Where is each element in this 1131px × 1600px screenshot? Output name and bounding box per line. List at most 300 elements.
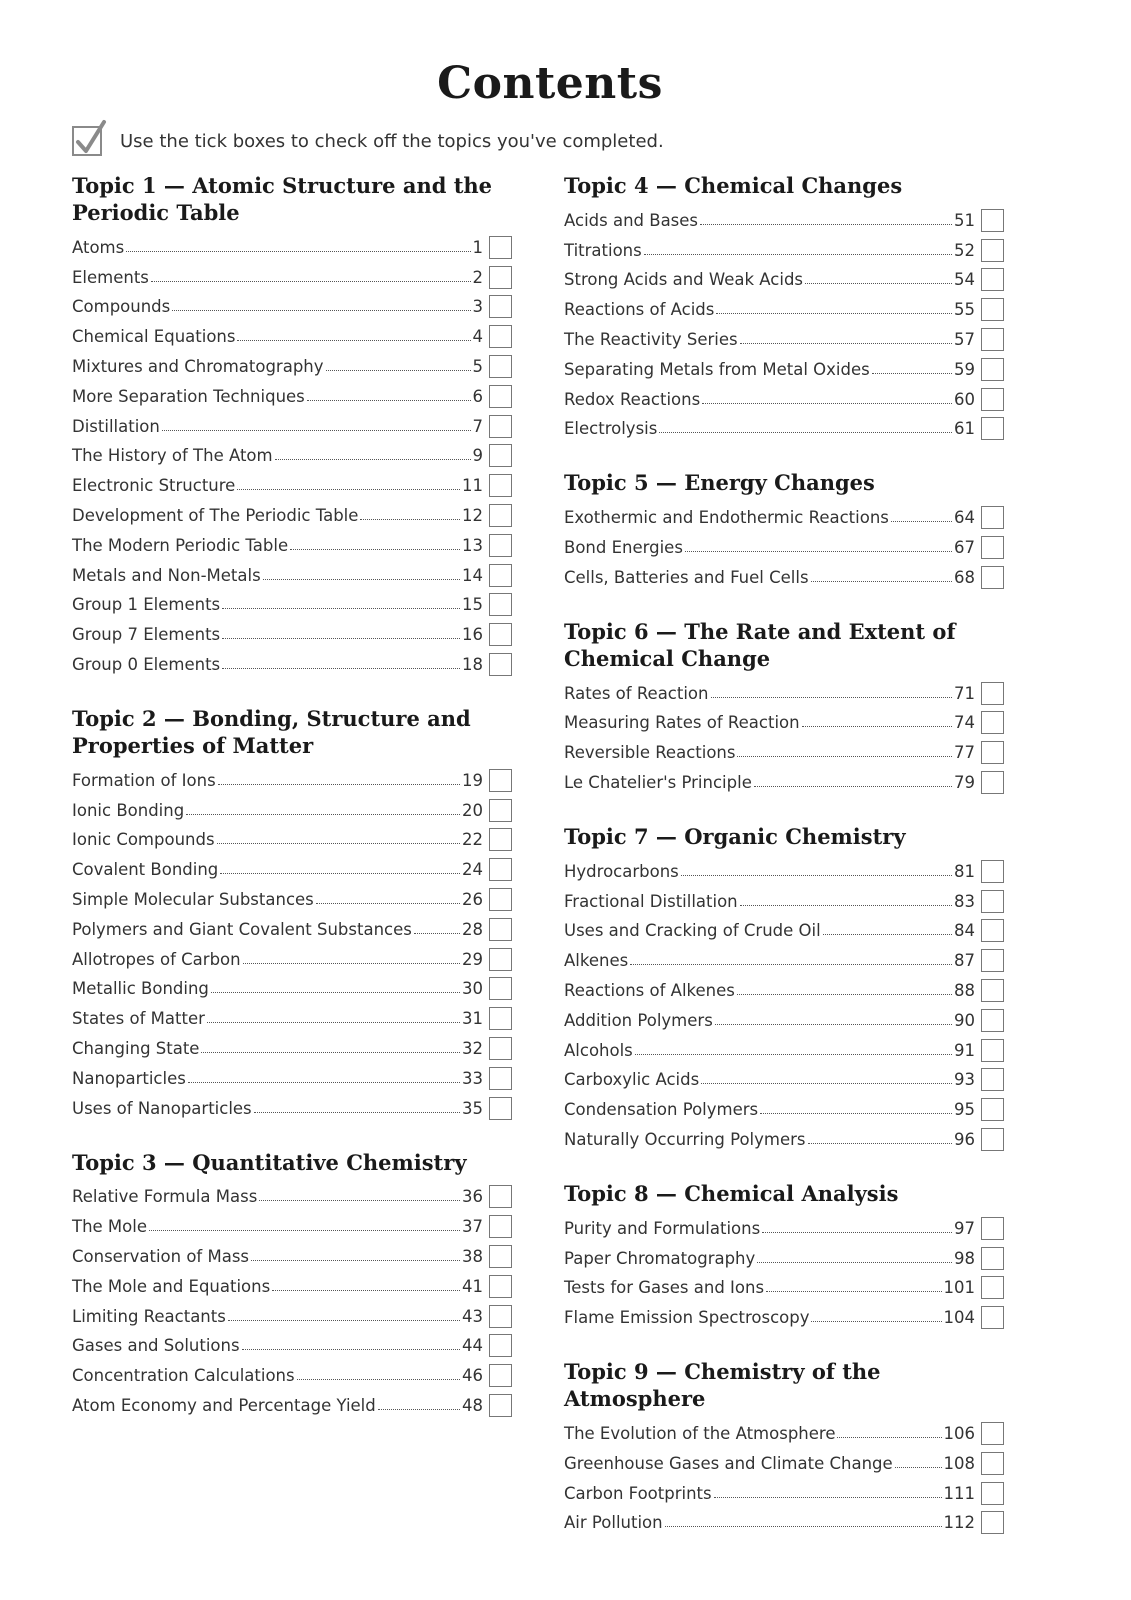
- dot-leader: [275, 459, 471, 460]
- page-title: Contents: [437, 58, 663, 109]
- dot-leader: [222, 638, 460, 639]
- dot-leader: [263, 579, 460, 580]
- entry-title: Mixtures and Chromatography: [72, 356, 324, 376]
- entry-title: Ionic Compounds: [72, 830, 215, 850]
- entry-title: Uses of Nanoparticles: [72, 1098, 252, 1118]
- toc-entry-simple-molecular-substances[interactable]: [72, 882, 512, 912]
- toc-entry-uses-of-nanoparticles[interactable]: [72, 1091, 512, 1121]
- dot-leader: [188, 1082, 460, 1083]
- toc-entry-carboxylic-acids[interactable]: [564, 1063, 1004, 1093]
- page-number: 67: [954, 537, 975, 557]
- entry-title: Compounds: [72, 297, 171, 317]
- entry-title: Nanoparticles: [72, 1068, 186, 1088]
- toc-entry-addition-polymers[interactable]: [564, 1003, 1004, 1033]
- tick-checkbox[interactable]: [981, 239, 1004, 262]
- tick-checkbox[interactable]: [489, 1007, 512, 1030]
- toc-entry-le-chatelier-s-principle[interactable]: [564, 765, 1004, 795]
- toc-entry-measuring-rates-of-reaction[interactable]: [564, 706, 1004, 736]
- entry-title: Simple Molecular Substances: [72, 889, 314, 909]
- dot-leader: [644, 254, 952, 255]
- page-number: 54: [954, 270, 975, 290]
- page-number: 90: [954, 1010, 975, 1030]
- topic-title: Topic 8 — Chemical Analysis: [564, 1180, 899, 1206]
- page-number: 33: [462, 1068, 483, 1088]
- page-number: 3: [472, 297, 483, 317]
- tick-checkbox[interactable]: [489, 653, 512, 676]
- toc-entry-metallic-bonding[interactable]: [72, 972, 512, 1002]
- tick-checkbox[interactable]: [489, 799, 512, 822]
- dot-leader: [811, 581, 952, 582]
- toc-entry-uses-and-cracking-of-crude-oil[interactable]: [564, 914, 1004, 944]
- topic-title: Topic 5 — Energy Changes: [564, 470, 875, 496]
- toc-entry-development-of-the-periodic-table[interactable]: [72, 498, 512, 528]
- topic-section: [564, 823, 1004, 1152]
- page-number: 96: [954, 1129, 975, 1149]
- tick-checkbox[interactable]: [981, 1098, 1004, 1121]
- dot-leader: [714, 1497, 942, 1498]
- toc-entry-the-mole[interactable]: [72, 1209, 512, 1239]
- tick-checkbox[interactable]: [981, 1276, 1004, 1299]
- toc-entry-concentration-calculations[interactable]: [72, 1358, 512, 1388]
- dot-leader: [700, 224, 952, 225]
- page-number: 71: [954, 683, 975, 703]
- entry-title: Metallic Bonding: [72, 979, 209, 999]
- instruction-text: Use the tick boxes to check off the topics you've completed.: [120, 130, 664, 152]
- tick-checkbox[interactable]: [981, 860, 1004, 883]
- page-number: 2: [472, 267, 483, 287]
- tick-checkbox[interactable]: [981, 771, 1004, 794]
- topic-title: Topic 4 — Chemical Changes: [564, 173, 903, 198]
- dot-leader: [297, 1379, 460, 1380]
- dot-leader: [222, 668, 460, 669]
- dot-leader: [326, 370, 471, 371]
- tick-checkbox[interactable]: [981, 741, 1004, 764]
- entry-title: Rates of Reaction: [564, 683, 709, 703]
- entry-title: Carbon Footprints: [564, 1483, 712, 1503]
- dot-leader: [126, 251, 470, 252]
- tick-checkbox[interactable]: [981, 1422, 1004, 1445]
- page-number: 6: [472, 386, 483, 406]
- entry-title: Polymers and Giant Covalent Substances: [72, 919, 412, 939]
- toc-entry-group-1-elements[interactable]: [72, 588, 512, 618]
- tick-checkbox[interactable]: [981, 1452, 1004, 1475]
- toc-entry-strong-acids-and-weak-acids[interactable]: [564, 263, 1004, 293]
- toc-entry-greenhouse-gases-and-climate-change[interactable]: [564, 1446, 1004, 1476]
- topic-title: Topic 6 — The Rate and Extent of Chemical Change: [564, 618, 956, 671]
- page-number: 60: [954, 389, 975, 409]
- tick-checkbox[interactable]: [981, 358, 1004, 381]
- tick-checkbox[interactable]: [981, 1068, 1004, 1091]
- dot-leader: [218, 784, 460, 785]
- dot-leader: [307, 400, 471, 401]
- toc-entry-metals-and-non-metals[interactable]: [72, 558, 512, 588]
- page-number: 61: [954, 419, 975, 439]
- topic-section: [564, 618, 1004, 795]
- toc-entry-tests-for-gases-and-ions[interactable]: [564, 1271, 1004, 1301]
- tick-checkbox[interactable]: [489, 415, 512, 438]
- toc-entry-elements[interactable]: [72, 260, 512, 290]
- page-number: 68: [954, 567, 975, 587]
- tick-checkbox[interactable]: [981, 1009, 1004, 1032]
- dot-leader: [201, 1052, 460, 1053]
- dot-leader: [737, 756, 952, 757]
- tick-checkbox[interactable]: [981, 890, 1004, 913]
- page-number: 14: [462, 565, 483, 585]
- tick-checkbox[interactable]: [489, 1364, 512, 1387]
- tick-checkbox[interactable]: [489, 1245, 512, 1268]
- entry-title: Paper Chromatography: [564, 1248, 756, 1268]
- entry-title: Atoms: [72, 237, 125, 257]
- entry-title: Condensation Polymers: [564, 1100, 759, 1120]
- entry-title: Relative Formula Mass: [72, 1187, 258, 1207]
- toc-entry-titrations[interactable]: [564, 233, 1004, 263]
- tick-box-icon: [72, 126, 102, 156]
- toc-entry-compounds[interactable]: [72, 290, 512, 320]
- tick-checkbox[interactable]: [489, 623, 512, 646]
- toc-entry-more-separation-techniques[interactable]: [72, 379, 512, 409]
- dot-leader: [259, 1200, 460, 1201]
- tick-checkbox[interactable]: [981, 979, 1004, 1002]
- dot-leader: [760, 1113, 952, 1114]
- toc-entry-naturally-occurring-polymers[interactable]: [564, 1122, 1004, 1152]
- dot-leader: [837, 1437, 941, 1438]
- tick-checkbox[interactable]: [489, 266, 512, 289]
- toc-entry-group-7-elements[interactable]: [72, 617, 512, 647]
- dot-leader: [217, 843, 460, 844]
- entry-title: The Modern Periodic Table: [72, 535, 289, 555]
- entry-title: Concentration Calculations: [72, 1366, 295, 1386]
- tick-checkbox[interactable]: [489, 1185, 512, 1208]
- toc-entry-reversible-reactions[interactable]: [564, 735, 1004, 765]
- page-number: 79: [954, 772, 975, 792]
- page-number: 97: [954, 1218, 975, 1238]
- toc-entry-chemical-equations[interactable]: [72, 319, 512, 349]
- topic-title: Topic 3 — Quantitative Chemistry: [72, 1149, 467, 1175]
- toc-entry-paper-chromatography[interactable]: [564, 1241, 1004, 1271]
- page-number: 30: [462, 979, 483, 999]
- toc-entry-ionic-compounds[interactable]: [72, 823, 512, 853]
- page-number: 35: [462, 1098, 483, 1118]
- tick-checkbox[interactable]: [981, 1128, 1004, 1151]
- toc-entry-reactions-of-acids[interactable]: [564, 292, 1004, 322]
- page-number: 15: [462, 595, 483, 615]
- toc-entry-covalent-bonding[interactable]: [72, 852, 512, 882]
- toc-entry-electrolysis[interactable]: [564, 412, 1004, 442]
- dot-leader: [237, 489, 460, 490]
- tick-checkbox[interactable]: [489, 236, 512, 259]
- dot-leader: [186, 814, 460, 815]
- toc-entry-distillation[interactable]: [72, 409, 512, 439]
- page-number: 87: [954, 951, 975, 971]
- entry-title: Covalent Bonding: [72, 860, 219, 880]
- dot-leader: [715, 1024, 952, 1025]
- toc-entry-condensation-polymers[interactable]: [564, 1092, 1004, 1122]
- topic-section: [564, 172, 1004, 441]
- entry-title: Purity and Formulations: [564, 1218, 761, 1238]
- tick-checkbox[interactable]: [981, 1482, 1004, 1505]
- tick-checkbox[interactable]: [489, 474, 512, 497]
- tick-checkbox[interactable]: [981, 506, 1004, 529]
- dot-leader: [211, 992, 460, 993]
- page-number: 12: [462, 505, 483, 525]
- page-number: 24: [462, 860, 483, 880]
- dot-leader: [659, 432, 952, 433]
- topic-section: [72, 705, 512, 1121]
- tick-checkbox[interactable]: [981, 298, 1004, 321]
- entry-title: Carboxylic Acids: [564, 1070, 700, 1090]
- tick-checkbox[interactable]: [981, 209, 1004, 232]
- page-number: 13: [462, 535, 483, 555]
- entry-title: Exothermic and Endothermic Reactions: [564, 508, 889, 528]
- tick-checkbox[interactable]: [981, 536, 1004, 559]
- toc-entry-the-evolution-of-the-atmosphere[interactable]: [564, 1416, 1004, 1446]
- toc-entry-reactions-of-alkenes[interactable]: [564, 973, 1004, 1003]
- tick-checkbox[interactable]: [489, 295, 512, 318]
- page-number: 55: [954, 300, 975, 320]
- dot-leader: [414, 933, 460, 934]
- tick-checkbox[interactable]: [489, 1275, 512, 1298]
- tick-checkbox[interactable]: [489, 1215, 512, 1238]
- entry-title: Cells, Batteries and Fuel Cells: [564, 567, 809, 587]
- page-number: 43: [462, 1306, 483, 1326]
- dot-leader: [754, 786, 952, 787]
- entry-title: Titrations: [564, 240, 642, 260]
- entry-title: Allotropes of Carbon: [72, 949, 241, 969]
- page-number: 57: [954, 329, 975, 349]
- tick-checkbox[interactable]: [489, 858, 512, 881]
- tick-checkbox[interactable]: [981, 949, 1004, 972]
- dot-leader: [762, 1232, 952, 1233]
- tick-checkbox[interactable]: [489, 1305, 512, 1328]
- tick-checkbox[interactable]: [489, 355, 512, 378]
- page-number: 32: [462, 1038, 483, 1058]
- tick-checkbox[interactable]: [489, 444, 512, 467]
- entry-title: Conservation of Mass: [72, 1246, 250, 1266]
- dot-leader: [237, 340, 470, 341]
- tick-checkbox[interactable]: [489, 1067, 512, 1090]
- page-number: 5: [472, 356, 483, 376]
- tick-checkbox[interactable]: [489, 504, 512, 527]
- entry-title: Elements: [72, 267, 149, 287]
- toc-entry-allotropes-of-carbon[interactable]: [72, 942, 512, 972]
- tick-checkbox[interactable]: [489, 1394, 512, 1417]
- entry-title: Chemical Equations: [72, 327, 236, 347]
- tick-checkbox[interactable]: [489, 1037, 512, 1060]
- toc-entry-hydrocarbons[interactable]: [564, 854, 1004, 884]
- toc-entry-mixtures-and-chromatography[interactable]: [72, 349, 512, 379]
- topic-title: Topic 7 — Organic Chemistry: [564, 823, 906, 849]
- toc-entry-atoms[interactable]: [72, 230, 512, 260]
- entry-title: Reactions of Alkenes: [564, 980, 735, 1000]
- dot-leader: [740, 905, 952, 906]
- tick-checkbox[interactable]: [489, 1334, 512, 1357]
- entry-title: Acids and Bases: [564, 210, 699, 230]
- toc-entry-bond-energies[interactable]: [564, 530, 1004, 560]
- tick-checkbox[interactable]: [489, 534, 512, 557]
- toc-entry-purity-and-formulations[interactable]: [564, 1211, 1004, 1241]
- tick-checkbox[interactable]: [981, 682, 1004, 705]
- toc-entry-separating-metals-from-metal-oxides[interactable]: [564, 352, 1004, 382]
- page-number: 37: [462, 1217, 483, 1237]
- toc-entry-the-mole-and-equations[interactable]: [72, 1269, 512, 1299]
- toc-entry-the-reactivity-series[interactable]: [564, 322, 1004, 352]
- tick-checkbox[interactable]: [981, 268, 1004, 291]
- dot-leader: [808, 1143, 953, 1144]
- entry-title: Redox Reactions: [564, 389, 701, 409]
- entry-title: Development of The Periodic Table: [72, 505, 359, 525]
- tick-checkbox[interactable]: [489, 385, 512, 408]
- instruction-row: [72, 124, 664, 158]
- tick-checkbox[interactable]: [489, 888, 512, 911]
- tick-checkbox[interactable]: [981, 566, 1004, 589]
- entry-title: Group 7 Elements: [72, 625, 221, 645]
- entry-title: More Separation Techniques: [72, 386, 305, 406]
- tick-checkbox[interactable]: [489, 1097, 512, 1120]
- page-number: 59: [954, 359, 975, 379]
- page-number: 101: [943, 1278, 975, 1298]
- page-number: 26: [462, 889, 483, 909]
- toc-entry-carbon-footprints[interactable]: [564, 1476, 1004, 1506]
- entry-title: Hydrocarbons: [564, 861, 679, 881]
- dot-leader: [220, 873, 460, 874]
- entry-title: Fractional Distillation: [564, 891, 738, 911]
- entry-title: The Mole and Equations: [72, 1276, 271, 1296]
- toc-entry-gases-and-solutions[interactable]: [72, 1329, 512, 1359]
- tick-checkbox[interactable]: [489, 828, 512, 851]
- tick-checkbox[interactable]: [489, 948, 512, 971]
- toc-entry-alkenes[interactable]: [564, 943, 1004, 973]
- topic-section: [564, 469, 1004, 589]
- entry-title: Gases and Solutions: [72, 1336, 240, 1356]
- entry-title: Addition Polymers: [564, 1010, 713, 1030]
- dot-leader: [242, 1349, 460, 1350]
- page-number: 51: [954, 210, 975, 230]
- dot-leader: [360, 519, 460, 520]
- dot-leader: [872, 373, 952, 374]
- entry-title: Ionic Bonding: [72, 800, 185, 820]
- dot-leader: [716, 313, 952, 314]
- dot-leader: [149, 1230, 460, 1231]
- tick-checkbox[interactable]: [981, 388, 1004, 411]
- tick-checkbox[interactable]: [981, 711, 1004, 734]
- dot-leader: [805, 283, 952, 284]
- page-number: 106: [943, 1423, 975, 1443]
- toc-entry-conservation-of-mass[interactable]: [72, 1239, 512, 1269]
- dot-leader: [272, 1290, 460, 1291]
- dot-leader: [665, 1526, 942, 1527]
- toc-entry-atom-economy-and-percentage-yield[interactable]: [72, 1388, 512, 1418]
- entry-title: Bond Energies: [564, 537, 683, 557]
- dot-leader: [737, 994, 952, 995]
- tick-checkbox[interactable]: [981, 1039, 1004, 1062]
- page-number: 93: [954, 1070, 975, 1090]
- toc-entry-limiting-reactants[interactable]: [72, 1299, 512, 1329]
- entry-title: Electronic Structure: [72, 476, 236, 496]
- tick-checkbox[interactable]: [981, 1306, 1004, 1329]
- toc-entry-flame-emission-spectroscopy[interactable]: [564, 1300, 1004, 1330]
- tick-checkbox[interactable]: [981, 417, 1004, 440]
- page-number: 19: [462, 770, 483, 790]
- entry-title: Greenhouse Gases and Climate Change: [564, 1453, 893, 1473]
- entry-title: Metals and Non-Metals: [72, 565, 261, 585]
- entry-title: Electrolysis: [564, 419, 658, 439]
- tick-checkbox[interactable]: [981, 919, 1004, 942]
- page-number: 104: [943, 1308, 975, 1328]
- entry-title: Naturally Occurring Polymers: [564, 1129, 806, 1149]
- dot-leader: [251, 1260, 460, 1261]
- dot-leader: [316, 903, 460, 904]
- tick-checkbox[interactable]: [489, 769, 512, 792]
- page-number: 98: [954, 1248, 975, 1268]
- toc-entry-group-0-elements[interactable]: [72, 647, 512, 677]
- toc-entry-polymers-and-giant-covalent-substances[interactable]: [72, 912, 512, 942]
- tick-checkbox[interactable]: [981, 1511, 1004, 1534]
- tick-checkbox[interactable]: [489, 564, 512, 587]
- page-number: 4: [472, 327, 483, 347]
- toc-entry-ionic-bonding[interactable]: [72, 793, 512, 823]
- entry-title: Formation of Ions: [72, 770, 216, 790]
- toc-entry-alcohols[interactable]: [564, 1033, 1004, 1063]
- toc-entry-electronic-structure[interactable]: [72, 468, 512, 498]
- dot-leader: [685, 551, 952, 552]
- page-number: 7: [472, 416, 483, 436]
- entry-title: Reversible Reactions: [564, 743, 736, 763]
- page-number: 64: [954, 508, 975, 528]
- toc-entry-air-pollution[interactable]: [564, 1506, 1004, 1536]
- entry-title: The Evolution of the Atmosphere: [564, 1423, 836, 1443]
- topic-section: [564, 1180, 1004, 1330]
- entry-title: The Mole: [72, 1217, 147, 1237]
- tick-checkbox[interactable]: [489, 977, 512, 1000]
- toc-entry-rates-of-reaction[interactable]: [564, 676, 1004, 706]
- entry-title: Distillation: [72, 416, 160, 436]
- dot-leader: [802, 726, 952, 727]
- toc-entry-fractional-distillation[interactable]: [564, 884, 1004, 914]
- tick-checkbox[interactable]: [489, 593, 512, 616]
- entry-title: Air Pollution: [564, 1513, 663, 1533]
- page-number: 48: [462, 1395, 483, 1415]
- toc-entry-the-modern-periodic-table[interactable]: [72, 528, 512, 558]
- entry-title: Measuring Rates of Reaction: [564, 713, 800, 733]
- dot-leader: [172, 310, 470, 311]
- page-number: 111: [943, 1483, 975, 1503]
- left-column: [72, 172, 512, 1446]
- entry-title: Le Chatelier's Principle: [564, 772, 752, 792]
- toc-entry-states-of-matter[interactable]: [72, 1001, 512, 1031]
- toc-entry-formation-of-ions[interactable]: [72, 763, 512, 793]
- toc-entry-exothermic-and-endothermic-reactions[interactable]: [564, 500, 1004, 530]
- tick-checkbox[interactable]: [489, 918, 512, 941]
- tick-checkbox[interactable]: [981, 328, 1004, 351]
- topic-title: Topic 9 — Chemistry of the Atmosphere: [564, 1359, 881, 1412]
- dot-leader: [222, 608, 460, 609]
- toc-entry-relative-formula-mass[interactable]: [72, 1180, 512, 1210]
- tick-checkbox[interactable]: [489, 325, 512, 348]
- dot-leader: [228, 1320, 460, 1321]
- toc-entry-the-history-of-the-atom[interactable]: [72, 439, 512, 469]
- toc-entry-nanoparticles[interactable]: [72, 1061, 512, 1091]
- tick-checkbox[interactable]: [981, 1247, 1004, 1270]
- page-number: 29: [462, 949, 483, 969]
- toc-entry-redox-reactions[interactable]: [564, 382, 1004, 412]
- dot-leader: [630, 964, 952, 965]
- toc-entry-acids-and-bases[interactable]: [564, 203, 1004, 233]
- entry-title: Tests for Gases and Ions: [564, 1278, 765, 1298]
- dot-leader: [378, 1409, 460, 1410]
- tick-checkbox[interactable]: [981, 1217, 1004, 1240]
- toc-entry-cells-batteries-and-fuel-cells[interactable]: [564, 560, 1004, 590]
- toc-entry-changing-state[interactable]: [72, 1031, 512, 1061]
